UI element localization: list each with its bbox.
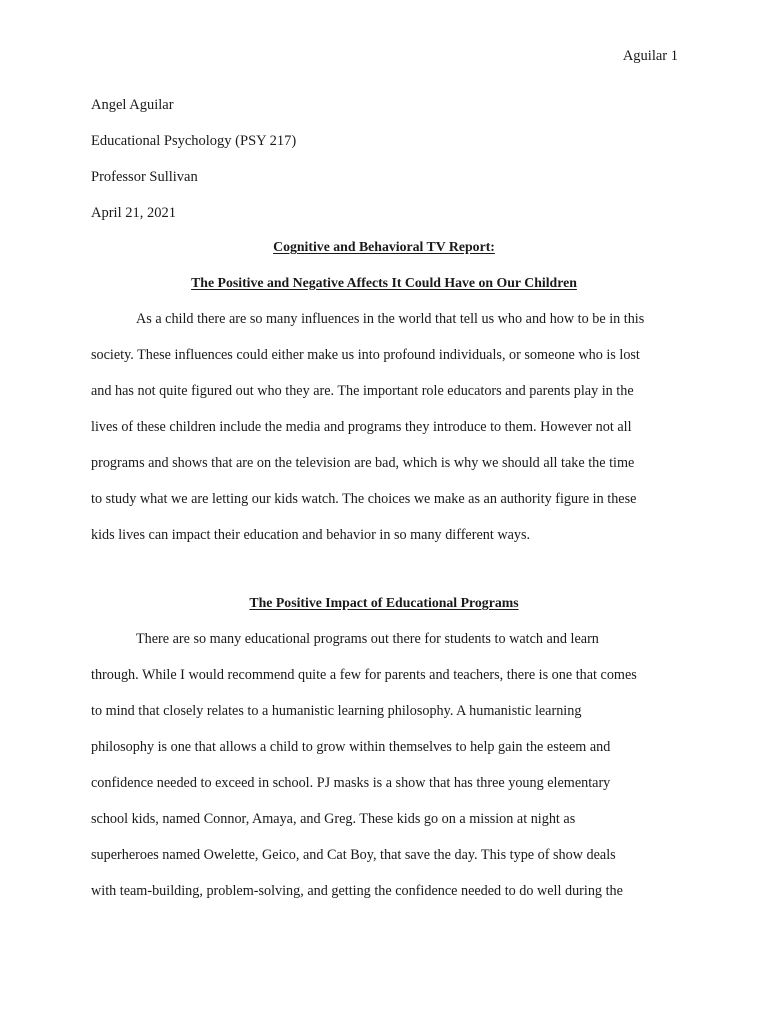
paragraph-line: and has not quite figured out who they are. The important role educators and parents play in the: [91, 383, 634, 399]
author-name: Angel Aguilar: [91, 97, 174, 113]
intro-paragraph: [91, 309, 681, 561]
title-line-1: Cognitive and Behavioral TV Report:: [273, 239, 495, 254]
running-head: Aguilar 1: [622, 48, 678, 64]
paragraph-line: As a child there are so many influences in the world that tell us who and how to be in this: [136, 311, 645, 327]
paragraph-line: through. While I would recommend quite a few for parents and teachers, there is one that comes: [91, 667, 637, 683]
paragraph-line: programs and shows that are on the television are bad, which is why we should all take the time: [91, 455, 635, 471]
paragraph-line: There are so many educational programs out there for students to watch and learn: [136, 631, 599, 647]
section-paragraph: [91, 629, 681, 917]
paragraph-line: lives of these children include the media and programs they introduce to them. However not all: [91, 419, 632, 435]
paragraph-line: school kids, named Connor, Amaya, and Greg. These kids go on a mission at night as: [91, 811, 576, 827]
paragraph-line: confidence needed to exceed in school. PJ masks is a show that has three young elementary: [91, 775, 611, 791]
paragraph-line: superheroes named Owelette, Geico, and Cat Boy, that save the day. This type of show deals: [91, 847, 616, 863]
professor-name: Professor Sullivan: [91, 169, 198, 185]
paragraph-line: with team-building, problem-solving, and getting the confidence needed to do well during the: [91, 883, 623, 899]
document-date: April 21, 2021: [91, 205, 176, 221]
paragraph-line: to study what we are letting our kids watch. The choices we make as an authority figure in these: [91, 491, 637, 507]
course-name: Educational Psychology (PSY 217): [91, 133, 297, 149]
paragraph-line: society. These influences could either make us into profound individuals, or someone who is lost: [91, 347, 640, 363]
title-line-2: The Positive and Negative Affects It Could Have on Our Children: [191, 275, 577, 290]
section-heading: The Positive Impact of Educational Programs: [249, 595, 519, 610]
paragraph-line: kids lives can impact their education and behavior in so many different ways.: [91, 527, 531, 543]
paragraph-line: philosophy is one that allows a child to grow within themselves to help gain the esteem and: [91, 739, 611, 755]
paragraph-line: to mind that closely relates to a humanistic learning philosophy. A humanistic learning: [91, 703, 582, 719]
